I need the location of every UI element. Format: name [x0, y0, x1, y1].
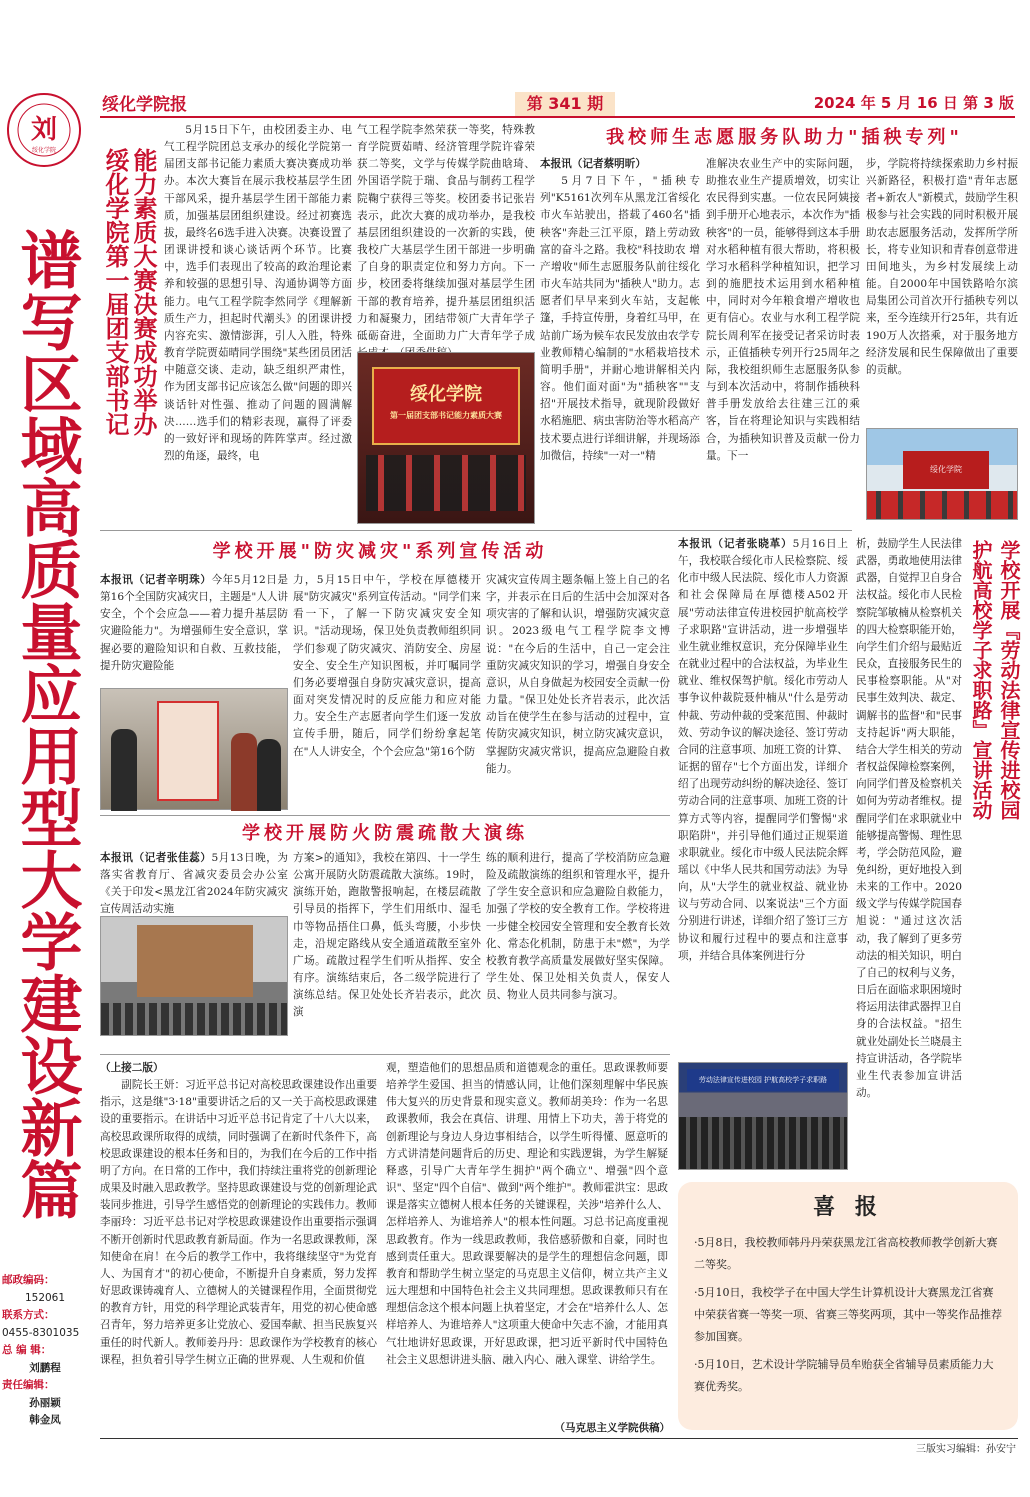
article4-photo	[100, 916, 288, 1036]
editor-value-1: 孙丽颖	[29, 1396, 61, 1409]
good-news-box	[678, 1182, 1018, 1430]
issue-number: 第 341 期	[515, 92, 615, 117]
contact-label: 联系方式：	[2, 1309, 55, 1321]
contact-value: 0455-8301035	[2, 1326, 80, 1339]
photo-banner-title: 绥化学院	[410, 384, 482, 405]
article2-col1: 本报讯（记者蔡明昕） 5月7日下午，"插秧专列"K5161次列车从黑龙江省绥化市火车站驶出，搭载了460名"插秧客"奔赴三江平原，踏上劳动致富的奋斗之路。我校"科技助农 增产增收"师生志愿服务队前往绥化市火车站共同为"插秧人"助力。志愿者们早早来到火车站，支起帐篷，手持宣传册，身着红马甲，在站前广场为候车农民发放由农学专业教师精心编制的"水稻栽培技术简明手册"，并耐心地讲解相关内容。他们面对面"为"插秧客""支招"开展技术指导，就现阶段做好水稻施肥、病虫害防治等水稻高产技术要点进行详细讲解，并现场添加微信，持续"一对一"精	[540, 158, 700, 462]
good-news-item-1: ·5月8日，我校教师韩丹丹荣获黑龙江省高校教师教学创新大赛二等奖。	[694, 1236, 998, 1272]
svg-text:刘: 刘	[30, 115, 58, 145]
article5-col1: 本报讯（记者张晓革）5月16日上午，我校联合绥化市人民检察院、绥化市中级人民法院、绥化市人力资源和社会保障局在厚德楼A502开展"劳动法律宣传进校园护航高校学子求职路"宣讲活动，进一步增强毕业生就业维权意识，充分保障毕业生在就业过程中的合法权益，为毕业生就业、维权保驾护航。绥化市劳动人事争议仲裁院聂仲楠从"什么是劳动仲裁、劳动仲裁的受案范围、仲裁时效、劳动争议的解决途径、签订劳动合同的注意事项、加班工资的计算、证据的留存"七个方面出发，详细介绍了出现劳动纠纷的解决途径、签订劳动合同的注意事项、加班工资的计算方式等内容，提醒同学们警惕"求职陷阱"，并引导他们通过正规渠道求职就业。绥化市中级人民法院余辉瑶以《中华人民共和国劳动法》为导向，从"大学生的就业权益、就业协议与劳动合同、以案说法"三个方面分别进行讲述，详细介绍了签订三方协议和履行过程中的要点和注意事项，并结合具体案例进行分	[678, 538, 849, 962]
article5-title-a: 学校开展『劳动法律宣传进校园	[997, 540, 1021, 820]
article1-col2: 气工程学院李然荣获一等奖，特殊教育学院贾茹晴、经济管理学院许睿荣获二等奖，文学与传媒学院曲晗琦、外国语学院于瑞、食品与制药工程学院鞠宁获得三等奖。校团委书记张岩表示，此次大赛的成功举办，是我校基层团组织建设的一次新的实践，使我校广大基层学生团干部进一步明确了自身的职责定位和努力方向。下一步，校团委将继续加强对基层学生团干部的教育培养，提升基层团组织活力和凝聚力，团结带领广大青年学子砥砺奋进，全面助力广大青年学子成	[357, 124, 535, 342]
article3-col3: 灾减灾宣传周主题条幅上签上自己的名字，并表示在日后的生活中会加深对各项灾害的了解和认识，增强防灾减灾意识。2023级电气工程学院李文博说："在今后的生活中，自己一定会注重防灾减灾知识的学习，增强自身安全意识，从自身做起为校园安全贡献一份力量。"保卫处处长齐岩表示，此次活动旨在使学生在参与活动的过程中，宣传防灾减灾知识，树立防灾减灾意识，掌握防灾减灾常识，提高应急避险自救能力。	[486, 574, 670, 775]
svg-text:绥化学院: 绥化学院	[31, 147, 57, 154]
article1-title-a: 能力素质大赛决赛成功举办	[129, 148, 158, 436]
article4-col3: 练的顺利进行，提高了学校消防应急避险及疏散演练的组织和管理水平，提升了学生安全意识和应急避险自救能力，加强了学校的安全教育工作。学校将进一步健全校园安全管理和安全教育长效化、常态化机制，防患于未"燃"，为学校教育教学高质量发展做好坚实保障。学生处、保卫处相关负责人，保安人员、物业人员共同参与演习。	[486, 852, 670, 1002]
footer-rule	[100, 1438, 1018, 1439]
article5-col2b	[856, 958, 1020, 1178]
photo-banner-subtitle: 第一届团支部书记能力素质大赛	[390, 409, 502, 420]
photo-banner: 劳动法律宣传进校园 护航高校学子求职路	[687, 1069, 839, 1091]
chief-editor-label: 总 编 辑：	[2, 1344, 52, 1356]
article6-col1: （上接二版） 副院长王妍：习近平总书记对高校思政课建设作出重要指示，这是继"3·18"重要讲话之后的又一关于高校思政课建设的重要指示。在讲话中习近平总书记肯定了十八大以来，高校思政课所取得的成绩，同时强调了在新时代条件下，高校思政课建设的根本任务和目的，为我们在今后的工作中指明了方向。在日常的工作中，我们持续注重将党的创新理论成果及时融入思政教学。坚持思政课建设与党的创新理论武装同步推进，引导学生感悟党的创新理论的实践伟力。教师李丽玲：习近平总书记对学校思政课建设作出重要指示强调不断开创新时代思政教育新局面。作为一名思政课教师，深知使命在肩！在今后的教学工作中，我将继续坚守"为党育人、为国育才"的初心使命，不断提升自身素质，努力发挥好思政课铸魂育人、立德树人的关键课程作用，全面贯彻党的教育方针，用党的科学理论武装青年，用党的初心使命感召青年，努力培养更多让党放心、爱国奉献、担当民族复兴重任的时代新人。教师姜丹丹：思政课作为学校教育的核心课程，担负着引导学生树立正确的世界观、人生观和价值	[100, 1062, 377, 1366]
date-page: 2024 年 5 月 16 日 第 3 版	[813, 94, 1014, 112]
masthead-rule	[100, 116, 1015, 118]
good-news-title: 喜 报	[813, 1194, 883, 1220]
article2-col3: 步，学院将持续探索助力乡村振兴新路径，积极打造"青年志愿者+新农人"新模式，鼓励学生积极参与社会实践的同时积极开展助农志愿服务活动，发挥所学所长，将专业知识和青春创意带进田间地头，为乡村发展续上动能。自2000年中国铁路哈尔滨局集团公司首次开行插秧专列以来，至今连续开行25年，共有近190万人次搭乘，对于服务地方经济发展和民生保障做出了重要的贡献。	[866, 158, 1018, 376]
article2-col2: 准解决农业生产中的实际问题，助推农业生产提质增效，切实让农民得到实惠。一位农民阿姨接到手册开心地表示，本次作为"插秧客"的一员，能够得到这本手册对水稻种植有很大帮助，将积极学习水稻科学种植知识，把学习到的施肥技术运用到水稻种植中，同时对今年粮食增产增收也更有信心。农业与水利工程学院院长周利军在接受记者采访时表示，正值插秧专列开行25周年之际，我校组织师生志愿服务队参与到本次活动中，将制作插秧科普手册发放给去往建三江的乘客，旨在将理论知识与实践相结合，为插秧知识普及贡献一份力量。下一	[706, 158, 860, 462]
good-news-item-3: ·5月10日，艺术设计学院辅导员牟贻获全省辅导员素质能力大赛优秀奖。	[694, 1358, 994, 1394]
article4-col1: 本报讯（记者张佳蕊）5月13日晚，为落实省教育厅、省减灾委员会办公室《关于印发<黑龙江省2024年防灾减灾宣传周活动实施	[100, 852, 288, 916]
chief-editor-value: 刘鹏程	[29, 1361, 61, 1374]
article1-photo	[357, 352, 535, 524]
article5-photo	[678, 1062, 848, 1170]
article2-photo	[866, 428, 1018, 520]
article1-col1: 5月15日下午，由校团委主办、电气工程学院团总支承办的绥化学院第一届团支部书记能力素质大赛决赛成功举办。本次大赛旨在展示我校基层学生团干部风采，提升基层学生团干部能力素质，加强基层团组织建设。经过初赛选拔，最终名6选手进入决赛。决赛设置了团课讲授和谈心谈话两个环节。比赛中，选手们表现出了较高的政治理论素养和较强的思想引导、沟通协调等方面能力。电气工程学院李然同学《理解新质生产力，担起时代潮头》的团课讲授内容充实、激情澎湃，引人入胜，特殊教育学院贾茹晴同学围绕"某些团员团活中随意交谈、走动，缺乏组织严肃性，作为团支部书记应该怎么做"问题的即兴谈话针对性强、推动了问题的圆满解决……选手们的精彩表现，赢得了评委的一致好评和现场的阵阵掌声。经过激烈的角逐，最终，电	[164, 124, 352, 462]
sidebar-info	[2, 1272, 88, 1430]
article5-col2: 析，鼓励学生人民法律武器，勇敢地使用法律武器，自觉捍卫自身合法权益。绥化市人民检察院邹敏楠从检察机关的四大检察职能开始，向学生们介绍与最贴近民众，直接服务民生的民事检察职能。从"对民事生效判决、裁定、调解书的监督"和"民事支持起诉"两大职能，结合大学生相关的劳动者权益保障检察案例，向同学们普及检察机关如何为劳动者维权。提醒同学们在求职就业中能够提高警惕、理性思考，学会防范风险，避免纠纷，更好地投入到未来的工作中。2020级文学与传媒学院国春旭说："通过这次活动，我了解到了更多劳动法的相关知识，明白了自己的权利与义务，日后在面临求职困境时将运用法律武器捍卫自身的合法权益。"招生就业处副处长兰晓晨主持宣讲活动，各学院毕业生代表参加宣讲活动。	[856, 538, 962, 1099]
article1-title-b: 绥化学院第一届团支部书记	[101, 148, 130, 436]
article3-photo	[100, 688, 288, 810]
good-news-item-2: ·5月10日，我校学子在中国大学生计算机设计大赛黑龙江省赛中荣获省赛一等奖一项、省赛三等奖两项，其中一等奖作品推荐参加国赛。	[694, 1286, 1002, 1344]
article3-title: 学校开展"防灾减灾"系列宣传活动	[212, 541, 548, 562]
logo	[6, 92, 82, 168]
article6-col2: 观，塑造他们的思想品质和道德观念的重任。思政课教师要培养学生爱国、担当的情感认同，让他们深刻理解中华民族伟大复兴的历史背景和现实意义。教师胡美玲：作为一名思政课教师，我会在真信、讲理、用情上下功夫，善于将党的创新理论与身边人身边事相结合，以学生听得懂、愿意听的方式讲清楚问题背后的历史、理论和实践逻辑，为学生解疑释惑，引导广大青年学生拥护"两个确立"、增强"四个意识"、坚定"四个自信"、做到"两个维护"。教师霍洪宝：思政课是落实立德树人根本任务的关键课程，关涉"培养什么人、怎样培养人、为谁培养人"的根本性问题。习总书记高度重视思政教育。作为一线思政教师，我倍感骄傲和自豪，同时也感到责任重大。思政课要解决的是学生的理想信念问题，即教育和帮助学生树立坚定的马克思主义信仰，树立共产主义远大理想和中国特色社会主义共同理想。思政课教师只有在理想信念这个根本问题上执着坚定，才会在"培养什么人、怎样培养人、为谁培养人"这项重大使命中矢志不渝，才能用真气壮地讲好思政课，开好思政课，把习近平新时代中国特色社会主义思想讲进头脑、融入内心、融入课堂、讲给学生。	[386, 1062, 668, 1366]
editor-label: 责任编辑：	[2, 1379, 55, 1391]
sidebar-slogan: 谱写区域高质量应用型大学建设新篇	[10, 228, 83, 1220]
article6-source: （马克思主义学院供稿）	[554, 1422, 670, 1434]
footer-editor: 三版实习编辑：孙安宁	[916, 1444, 1016, 1455]
article5-title-b: 护航高校学子求职路』宣讲活动	[969, 540, 993, 820]
editor-value-2: 韩金凤	[29, 1414, 61, 1426]
article3-col2: 力，5月15日中午，学校在厚德楼开展"防灾减灾"系列宣传活动。"同学们来看一下，了解一下防灾减灾安全知识。"活动现场，保卫处负责教师组织同学们参观了防灾减灾、消防安全、房屋安全、安全生产知识图板，并叮嘱同学们务必要增强自身防灾减灾意识，提高面对突发情况时的反应能力和应对能力。安全生产志愿者向学生们逐一发放宣传手册，随后，同学们纷纷拿起笔在"人人讲安全，个个会应急"第16个防	[293, 574, 481, 758]
paper-name: 绥化学院报	[102, 95, 187, 115]
divider-1	[100, 530, 852, 531]
divider-2	[100, 815, 670, 816]
postcode-value: 152061	[24, 1291, 66, 1304]
divider-3	[100, 1054, 670, 1055]
article2-title: 我校师生志愿服务队助力"插秧专列"	[606, 127, 963, 148]
article3-col1: 本报讯（记者辛明珠）今年5月12日是第16个全国防灾减灾日，主题是"人人讲安全，个个会应急——着力提升基层防灾避险能力"。为增强师生安全意识，掌握必要的避险知识和自救、互救技能，提升防灾避险能	[100, 574, 288, 672]
article4-title: 学校开展防火防震疏散大演练	[242, 823, 528, 844]
postcode-label: 邮政编码：	[2, 1274, 55, 1286]
article4-col2: 方案>的通知》，我校在第四、十一学生公寓开展防火防震疏散大演练。19时，演练开始，跑散警报响起，在楼层疏散引导员的指挥下，学生们用纸巾、湿毛巾等物品捂住口鼻，低头弯腰，小步快走，沿规定路线从安全通道疏散至室外广场。疏散过程学生们听从指挥、安全有序。演练结束后，各二级学院进行了演练总结。保卫处处长齐岩表示，此次演	[293, 852, 481, 1019]
photo-banner: 绥化学院	[903, 451, 989, 489]
